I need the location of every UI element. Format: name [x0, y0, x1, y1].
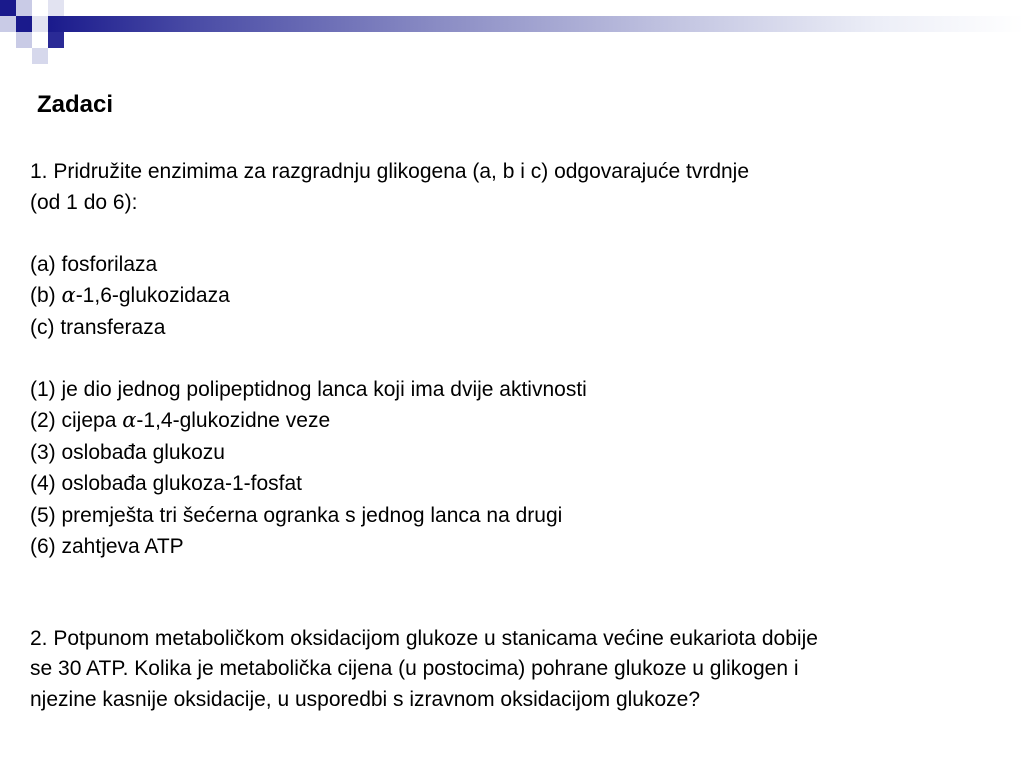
question-2-line-2: se 30 ATP. Kolika je metabolička cijena (u postocima) pohrane glukoze u glikogen i [30, 657, 799, 680]
statement-item [30, 374, 1000, 406]
statement-text: (6) zahtjeva ATP [30, 535, 184, 558]
decor-square [32, 16, 48, 32]
enzyme-item [30, 312, 1000, 344]
alpha-symbol: α [61, 283, 76, 307]
decor-square [32, 48, 48, 64]
question-1-line-1: 1. Pridružite enzimima za razgradnju glikogena (a, b i c) odgovarajuće tvrdnje [30, 160, 750, 183]
statement-text: (2) cijepa [30, 409, 123, 432]
decor-square [48, 32, 64, 48]
slide-content [30, 157, 1000, 715]
statement-item [30, 405, 1000, 437]
spacer [30, 563, 1000, 624]
decor-square [16, 0, 32, 16]
decor-square [0, 0, 16, 16]
decor-square [32, 32, 48, 48]
question-2-line-1: 2. Potpunom metaboličkom oksidacijom glukoze u stanicama većine eukariota dobije [30, 626, 818, 650]
decor-square [64, 0, 80, 16]
enzyme-item [30, 280, 1000, 312]
statement-item [30, 468, 1000, 500]
statement-text: (4) oslobađa glukoza-1-fosfat [30, 472, 302, 495]
statement-text: (5) premješta tri šećerna ogranka s jednog lanca na drugi [30, 503, 563, 527]
alpha-symbol: α [122, 408, 137, 432]
spacer [30, 343, 1000, 374]
statement-item [30, 531, 1000, 563]
decor-square [48, 0, 64, 16]
statement-item [30, 437, 1000, 469]
enzyme-text: (b) [30, 284, 62, 307]
enzyme-text: (c) transferaza [30, 315, 166, 339]
question-2-line-3: njezine kasnije oksidacije, u usporedbi s izravnom oksidacijom glukoze? [30, 687, 701, 711]
question-1-line-2: (od 1 do 6): [30, 190, 138, 214]
statement-text: (3) oslobađa glukozu [30, 440, 225, 464]
decorative-squares [0, 0, 80, 64]
enzyme-item [30, 249, 1000, 281]
decor-square [16, 32, 32, 48]
decor-square [0, 16, 16, 32]
decor-square [16, 16, 32, 32]
statement-text: (1) je dio jednog polipeptidnog lanca koji ima dvije aktivnosti [30, 377, 587, 401]
spacer [30, 218, 1000, 249]
header-gradient-bar [48, 16, 1024, 32]
statement-item [30, 500, 1000, 532]
statement-text-suffix: -1,4-glukozidne veze [136, 409, 331, 432]
enzyme-text: (a) fosforilaza [30, 252, 158, 276]
slide-title: Zadaci [37, 91, 114, 118]
enzyme-text-suffix: -1,6-glukozidaza [75, 284, 230, 307]
